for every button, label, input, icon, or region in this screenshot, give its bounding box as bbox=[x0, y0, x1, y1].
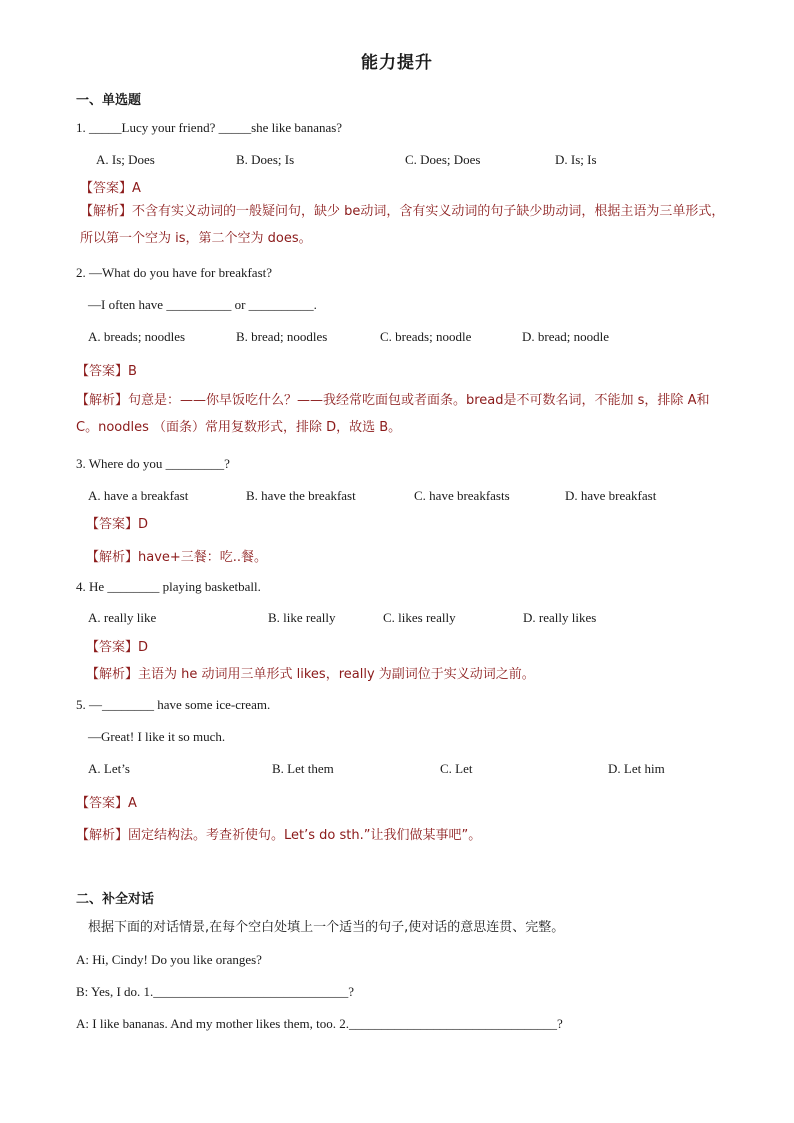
question-5-answer: 【答案】A bbox=[76, 796, 137, 811]
question-4-option-d: D. really likes bbox=[523, 610, 597, 625]
question-3-option-c: C. have breakfasts bbox=[414, 488, 510, 503]
section-heading-dialog: 二、补全对话 bbox=[76, 892, 155, 907]
dialog-instruction: 根据下面的对话情景,在每个空白处填上一个适当的句子,使对话的意思连贯、完整。 bbox=[88, 920, 565, 935]
question-2-answer: 【答案】B bbox=[76, 364, 137, 379]
question-1-answer: 【答案】A bbox=[80, 181, 141, 196]
question-4-stem: 4. He ________ playing basketball. bbox=[76, 579, 261, 594]
question-2-option-c: C. breads; noodle bbox=[380, 329, 472, 344]
question-1-option-c: C. Does; Does bbox=[405, 152, 481, 167]
dialog-line-1: A: Hi, Cindy! Do you like oranges? bbox=[76, 952, 262, 967]
page-title: 能力提升 bbox=[361, 53, 433, 73]
question-1-stem: 1. _____Lucy your friend? _____she like bananas? bbox=[76, 120, 343, 135]
question-3-explanation: 【解析】have+三餐：吃..餐。 bbox=[86, 550, 268, 565]
question-5-stem: 5. —________ have some ice-cream. bbox=[76, 697, 271, 712]
question-1-option-d: D. Is; Is bbox=[555, 152, 597, 167]
question-5-option-c: C. Let bbox=[440, 761, 473, 776]
question-1-explanation: 【解析】不含有实义动词的一般疑问句，缺少 be动词，含有实义动词的句子缺少助动词，根据主语为三单形式，所以第一个空为 is，第二个空为 does。 bbox=[80, 204, 725, 246]
question-5-option-d: D. Let him bbox=[608, 761, 665, 776]
question-3-option-a: A. have a breakfast bbox=[88, 488, 189, 503]
question-4-option-b: B. like really bbox=[268, 610, 336, 625]
question-2-option-d: D. bread; noodle bbox=[522, 329, 610, 344]
question-5-option-a: A. Let’s bbox=[88, 761, 130, 776]
question-2-option-b: B. bread; noodles bbox=[236, 329, 328, 344]
question-2-stem: 2. —What do you have for breakfast? bbox=[76, 265, 273, 280]
question-1-option-b: B. Does; Is bbox=[236, 152, 295, 167]
question-1-option-a: A. Is; Does bbox=[96, 152, 155, 167]
section-heading-single-choice: 一、单选题 bbox=[76, 93, 142, 108]
question-4-option-c: C. likes really bbox=[383, 610, 456, 625]
question-3-answer: 【答案】D bbox=[86, 517, 149, 532]
dialog-line-2: B: Yes, I do. 1.______________________________? bbox=[76, 984, 355, 999]
question-4-option-a: A. really like bbox=[88, 610, 157, 625]
question-3-stem: 3. Where do you _________? bbox=[76, 456, 230, 471]
question-4-explanation: 【解析】主语为 he 动词用三单形式 likes，really 为副词位于实义动词之前。 bbox=[86, 667, 535, 682]
question-2-stem-line2: —I often have __________ or __________. bbox=[88, 297, 317, 312]
question-5-stem-line2: —Great! I like it so much. bbox=[88, 729, 226, 744]
dialog-line-3: A: I like bananas. And my mother likes them, too. 2.________________________________? bbox=[76, 1016, 563, 1031]
question-2-option-a: A. breads; noodles bbox=[88, 329, 186, 344]
question-4-answer: 【答案】D bbox=[86, 640, 149, 655]
question-3-option-b: B. have the breakfast bbox=[246, 488, 356, 503]
question-3-option-d: D. have breakfast bbox=[565, 488, 657, 503]
question-5-option-b: B. Let them bbox=[272, 761, 334, 776]
question-2-explanation: 【解析】句意是：——你早饭吃什么？——我经常吃面包或者面条。bread是不可数名词，不能加 s，排除 A和 C。noodles （面条）常用复数形式，排除 D，故选 B。 bbox=[76, 393, 710, 435]
question-5-explanation: 【解析】固定结构法。考查祈使句。Let’s do sth.”让我们做某事吧”。 bbox=[76, 828, 482, 843]
